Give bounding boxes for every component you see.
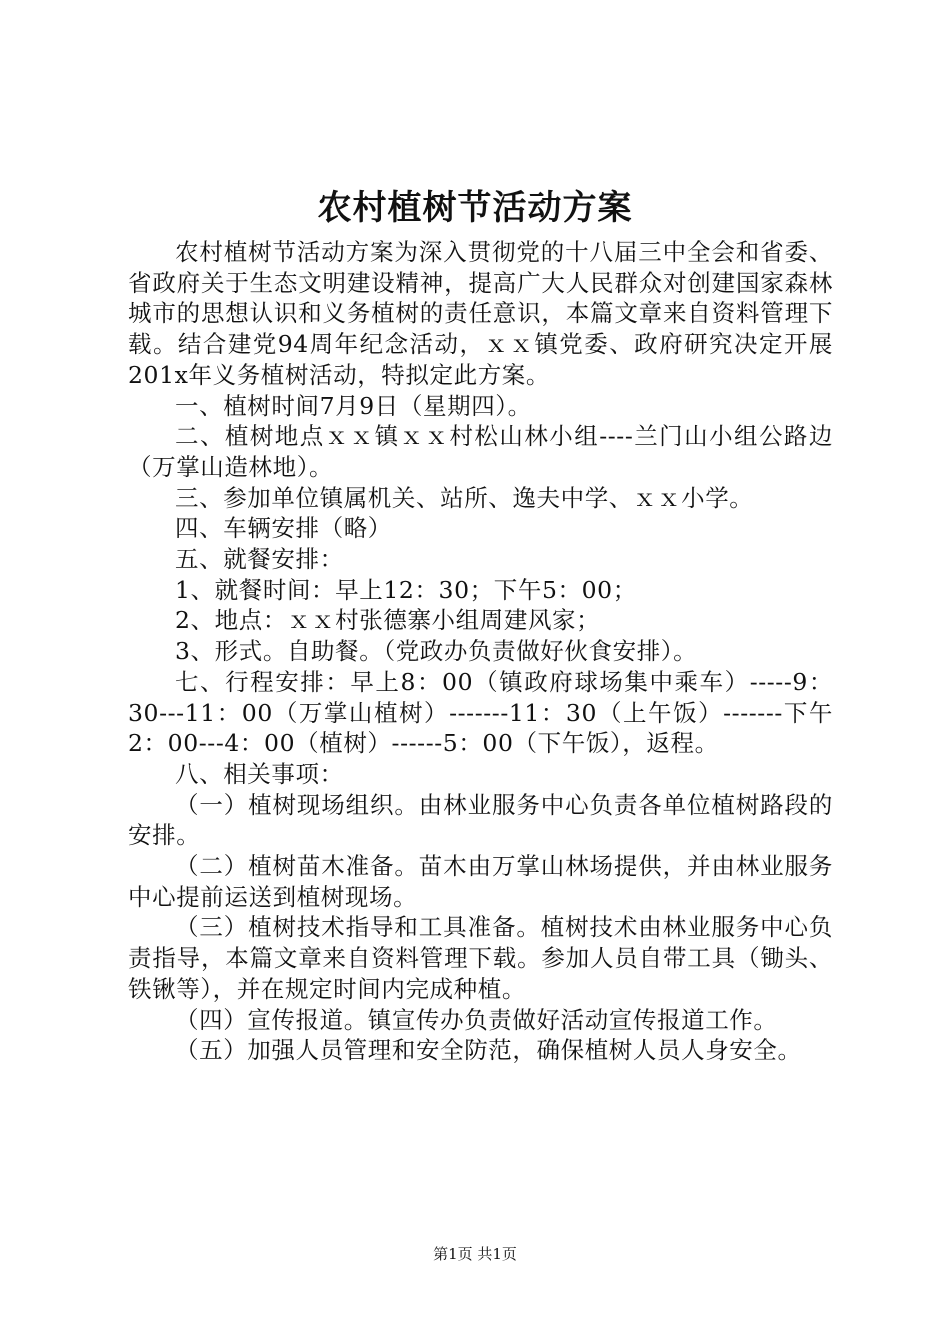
document-body bbox=[128, 237, 833, 1066]
section-planting-time: 一、植树时间7月9日（星期四）。 bbox=[175, 391, 532, 420]
section-vehicles: 四、车辆安排（略） bbox=[175, 514, 392, 543]
section-schedule: 七、行程安排：早上8：00（镇政府球场集中乘车）-----9：30---11：00（万掌山植树）-------11：30（上午饭）-------下午2：00---4：00（植树）------5：00（下午饭），返程。 bbox=[128, 667, 833, 758]
section-related-matters: 八、相关事项： bbox=[175, 759, 344, 788]
matter-technical-guidance: （三）植树技术指导和工具准备。植树技术由林业服务中心负责指导，本篇文章来自资料管理下载。参加人员自带工具（锄头、铁锹等），并在规定时间内完成种植。 bbox=[128, 913, 833, 1003]
matter-site-organization: （一）植树现场组织。由林业服务中心负责各单位植树路段的安排。 bbox=[128, 790, 833, 850]
section-meals: 五、就餐安排： bbox=[175, 545, 344, 574]
page-footer: 第1页 共1页 bbox=[433, 1245, 517, 1263]
meal-time-item: 1、就餐时间：早上12：30；下午5：00； bbox=[175, 575, 637, 604]
section-participants: 三、参加单位镇属机关、站所、逸夫中学、ｘｘ小学。 bbox=[175, 483, 754, 512]
meal-format-item: 3、形式。自助餐。（党政办负责做好伙食安排）。 bbox=[175, 637, 698, 666]
intro-paragraph: 农村植树节活动方案为深入贯彻党的十八届三中全会和省委、省政府关于生态文明建设精神，提高广大人民群众对创建国家森林城市的思想认识和义务植树的责任意识，本篇文章来自资料管理下载。结合建党94周年纪念活动，ｘｘ镇党委、政府研究决定开展201x年义务植树活动，特拟定此方案。 bbox=[128, 238, 833, 389]
document-title: 农村植树节活动方案 bbox=[317, 188, 633, 228]
section-planting-location: 二、植树地点ｘｘ镇ｘｘ村松山林小组----兰门山小组公路边（万掌山造林地）。 bbox=[128, 422, 833, 481]
matter-publicity: （四）宣传报道。镇宣传办负责做好活动宣传报道工作。 bbox=[175, 1005, 778, 1034]
meal-location-item: 2、地点：ｘｘ村张德寨小组周建风家； bbox=[175, 606, 601, 635]
matter-safety: （五）加强人员管理和安全防范，确保植树人员人身安全。 bbox=[175, 1036, 802, 1065]
matter-seedling-preparation: （二）植树苗木准备。苗木由万掌山林场提供，并由林业服务中心提前运送到植树现场。 bbox=[128, 852, 833, 911]
